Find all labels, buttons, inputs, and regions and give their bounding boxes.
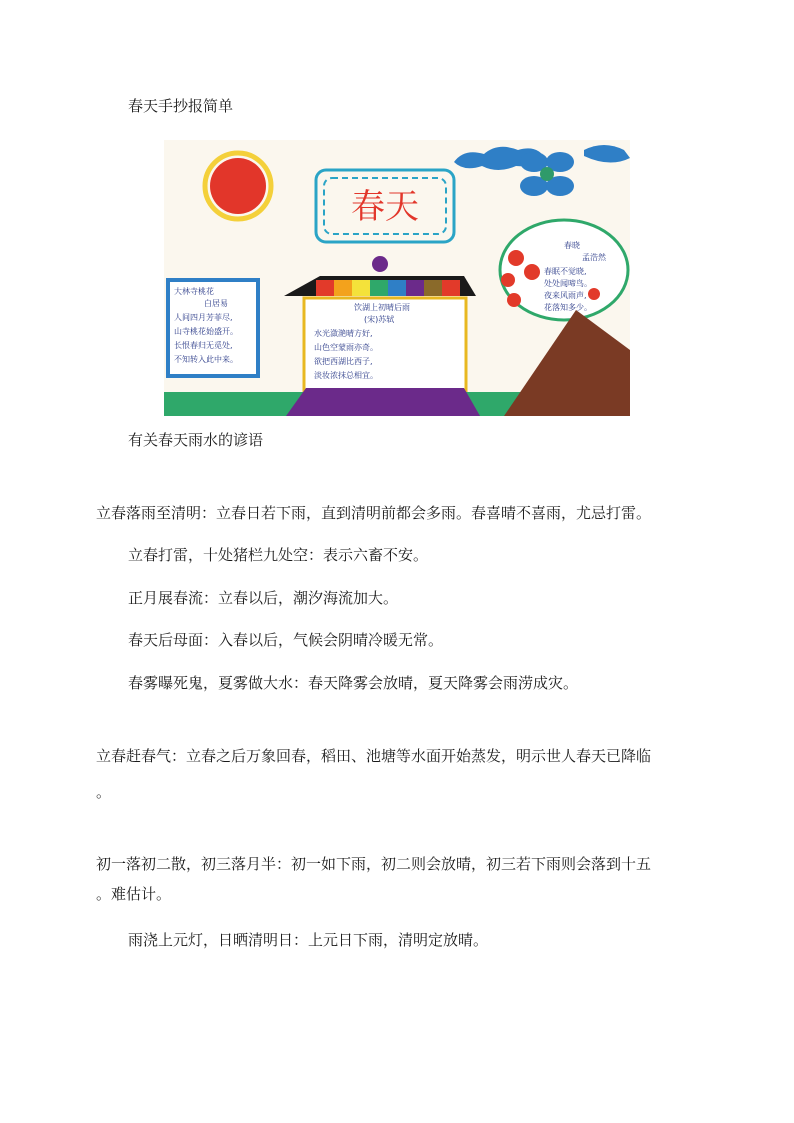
center-poem-line: 山色空蒙雨亦奇。 [314,343,378,352]
document-heading: 春天手抄报简单 [128,97,234,115]
section-subheading: 有关春天雨水的谚语 [128,431,264,449]
right-poem-line: 春眠不觉晓, [544,267,587,276]
center-poem-line: 欲把西湖比西子, [314,357,373,366]
center-poem-line: 淡妆浓抹总相宜。 [314,371,378,380]
center-poem-line: (宋)苏轼 [364,315,395,324]
proverb-paragraph: 立春落雨至清明：立春日若下雨，直到清明前都会多雨。春喜晴不喜雨，尤忌打雷。 [96,504,652,522]
sun-drawing [210,158,266,214]
proverb-paragraph: 雨浇上元灯，日晒清明日：上元日下雨，清明定放晴。 [128,931,489,949]
right-poem-line: 处处闻啼鸟。 [544,279,592,288]
proverb-paragraph: 春雾曝死鬼，夏雾做大水：春天降雾会放晴，夏天降雾会雨涝成灾。 [128,674,579,692]
left-poem-line: 长恨春归无觅处, [174,341,233,350]
poster-title: 春天 [351,187,419,227]
proverb-paragraph: 立春打雷，十处猪栏九处空：表示六畜不安。 [128,546,429,564]
left-poem-line: 不知转入此中来。 [174,355,238,364]
center-poem-line: 水光潋滟晴方好, [314,329,373,338]
right-poem-line: 夜来风雨声, [544,291,587,300]
left-poem-line: 人间四月芳菲尽, [174,313,233,322]
right-poem-line: 花落知多少。 [544,303,592,312]
proverb-paragraph: 正月展春流：立春以后，潮汐海流加大。 [128,589,399,607]
proverb-paragraph: 春天后母面：入春以后，气候会阴晴冷暖无常。 [128,631,444,649]
proverb-paragraph-continuation: 。难估计。 [96,885,172,903]
left-poem-line: 白居易 [204,299,228,308]
proverb-paragraph: 初一落初二散，初三落月半：初一如下雨，初二则会放晴，初三若下雨则会落到十五 [96,855,652,873]
center-poem-line: 饮湖上初晴后雨 [354,303,410,312]
left-poem-line: 山寺桃花始盛开。 [174,327,238,336]
spring-poster-image [164,140,630,416]
left-poem-line: 大林寺桃花 [174,287,214,296]
right-poem-line: 孟浩然 [582,253,606,262]
stage-drawing [286,388,480,416]
proverb-paragraph-continuation: 。 [96,783,112,801]
right-poem-line: 春晓 [564,241,580,250]
proverb-paragraph: 立春赶春气：立春之后万象回春，稻田、池塘等水面开始蒸发，明示世人春天已降临 [96,747,652,765]
